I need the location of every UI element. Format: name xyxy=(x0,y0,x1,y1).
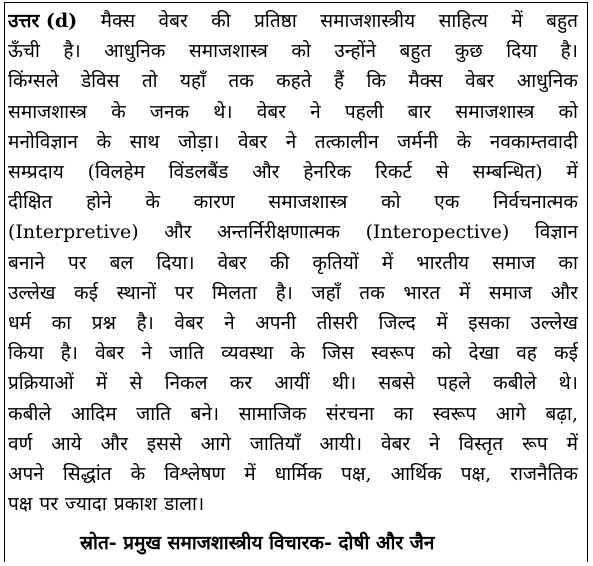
text-line: ऊँची है। आधुनिक समाजशास्त्र को उन्होंने बहुत कुछ दिया है। xyxy=(8,40,578,63)
text-line: अपने सिद्धांत के विश्लेषण में धार्मिक पक्ष, आर्थिक पक्ष, राजनैतिक xyxy=(8,463,578,485)
text-line: सम्प्रदाय (विलहेम विंडलबैंड और हेनरिक रिकर्ट से सम्बन्धित) में xyxy=(8,161,578,183)
text-line: मनोविज्ञान के साथ जोड़ा। वेबर ने तत्कालीन जर्मनी के नवकाम्तवादी xyxy=(8,130,578,153)
text-line: धर्म का प्रश्न है। वेबर ने अपनी तीसरी जिल्द में इसका उल्लेख xyxy=(8,312,578,334)
text-line: उत्तर (d) मैक्स वेबर की प्रतिष्ठा समाजशास्त्रीय साहित्य में बहुत xyxy=(8,6,578,36)
text-line: किंग्सले डेविस तो यहाँ तक कहते हैं कि मैक्स वेबर आधुनिक xyxy=(8,70,578,93)
text-line: बनाने पर बल दिया। वेबर की कृतियों में भारतीय समाज का xyxy=(8,251,578,274)
text-line: समाजशास्त्र के जनक थे। वेबर ने पहली बार समाजशास्त्र को xyxy=(8,100,578,123)
answer-label: उत्तर (d) xyxy=(8,10,78,32)
text-line: किया है। वेबर ने जाति व्यवस्था के जिस स्वरूप को देखा वह कई xyxy=(8,342,578,365)
source-citation: स्रोत- प्रमुख समाजशास्त्रीय विचारक- दोषी और जैन xyxy=(80,532,435,554)
text-line: दीक्षित होने के कारण समाजशास्त्र को एक निर्वचनात्मक xyxy=(8,191,578,214)
text-line: कबीले आदिम जाति बने। सामाजिक संरचना का स्वरूप आगे बढ़ा, xyxy=(8,402,578,425)
text-line: पक्ष पर ज्यादा प्रकाश डाला। xyxy=(8,493,205,516)
text-line: प्रक्रियाओं में से निकल कर आयीं थी। सबसे पहले कबीले थे। xyxy=(8,372,578,395)
text-line: (Interpretive) और अन्तर्निरीक्षणात्मक (Interopective) विज्ञान xyxy=(8,221,578,244)
text-line: वर्ण आये और इससे आगे जातियाँ आयी। वेबर ने विस्तृत रूप में xyxy=(8,432,578,455)
text-line: उल्लेख कई स्थानों पर मिलता है। जहाँ तक भारत में समाज और xyxy=(8,281,578,304)
